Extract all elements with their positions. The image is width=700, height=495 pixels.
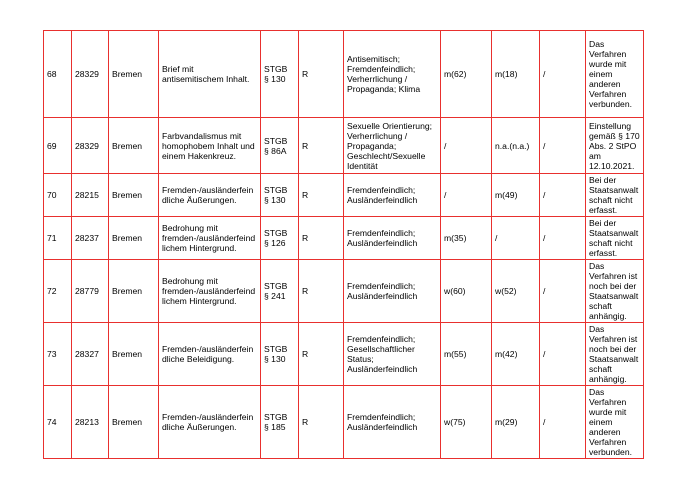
case-number-cell: 74 [44, 386, 72, 459]
outcome-line: Verfahren ist [589, 334, 638, 344]
outcome-line: Staatsanwalt [589, 291, 639, 301]
suspect-cell: m(29) [492, 386, 540, 459]
outcome-line: Einstellung [589, 120, 632, 131]
outcome-line: anhängig. [589, 374, 627, 384]
category-cell: R [299, 118, 344, 174]
postal-code-cell: 28329 [72, 31, 109, 118]
suspect-cell: m(42) [492, 323, 540, 386]
paragraph-cell [261, 118, 299, 174]
outcome-line: schaft nicht [589, 238, 633, 248]
incident-cell: Farbvandalismus mit homophobem Inhalt und einem Hakenkreuz. [159, 118, 261, 174]
outcome-line: erfasst. [589, 205, 618, 215]
case-number-cell: 69 [44, 118, 72, 174]
table-row [44, 260, 644, 323]
incident-cell: Bedrohung mit fremden-/ausländerfeindlichem Hintergrund. [159, 217, 261, 260]
outcome-line: schaft [589, 364, 612, 374]
outcome-line: Bei der [589, 175, 617, 185]
outcome-cell [586, 217, 644, 260]
outcome-line: Das [589, 387, 605, 397]
motive-line: Geschlecht/Sexuelle [347, 150, 426, 161]
law-code: STGB [264, 185, 288, 195]
outcome-cell [586, 260, 644, 323]
motive-line: Status; [347, 354, 374, 364]
verdict-cell: / [540, 386, 586, 459]
motive-line: Ausländerfeindlich [347, 291, 418, 301]
outcome-line: verbunden. [589, 99, 633, 109]
outcome-line: Verfahren [589, 49, 627, 59]
motive-line: Ausländerfeindlich [347, 238, 418, 248]
law-code: STGB [264, 281, 288, 291]
city-cell: Bremen [109, 217, 159, 260]
verdict-cell: / [540, 260, 586, 323]
paragraph-cell [261, 323, 299, 386]
case-number-cell: 73 [44, 323, 72, 386]
victim-cell: w(60) [441, 260, 492, 323]
case-table [43, 30, 644, 459]
incident-cell: Fremden-/ausländerfeindliche Äußerungen. [159, 386, 261, 459]
incident-cell: Brief mit antisemitischem Inhalt. [159, 31, 261, 118]
category-cell: R [299, 217, 344, 260]
law-section: § 126 [264, 238, 286, 248]
motive-line: Ausländerfeindlich [347, 195, 418, 205]
outcome-line: Das [589, 261, 605, 271]
postal-code-cell: 28329 [72, 118, 109, 174]
verdict-cell: / [540, 31, 586, 118]
victim-cell: m(35) [441, 217, 492, 260]
outcome-line: Das [589, 39, 605, 49]
city-cell: Bremen [109, 386, 159, 459]
category-cell: R [299, 260, 344, 323]
outcome-line: 12.10.2021. [589, 160, 635, 171]
law-code: STGB [264, 64, 288, 74]
outcome-line: noch bei der [589, 281, 637, 291]
motive-cell [344, 260, 441, 323]
outcome-line: einem [589, 417, 613, 427]
postal-code-cell: 28779 [72, 260, 109, 323]
verdict-cell: / [540, 174, 586, 217]
paragraph-cell [261, 174, 299, 217]
law-code: STGB [264, 412, 288, 422]
case-number-cell: 71 [44, 217, 72, 260]
city-cell: Bremen [109, 31, 159, 118]
motive-line: Fremdenfeindlich; [347, 281, 416, 291]
suspect-cell: m(18) [492, 31, 540, 118]
victim-cell: m(55) [441, 323, 492, 386]
motive-line: Sexuelle Orientierung; [347, 120, 433, 131]
law-section: § 130 [264, 195, 286, 205]
outcome-line: Verfahren ist [589, 271, 638, 281]
outcome-cell [586, 323, 644, 386]
motive-cell [344, 217, 441, 260]
law-section: § 185 [264, 422, 286, 432]
outcome-line: einem [589, 69, 613, 79]
outcome-line: schaft [589, 301, 612, 311]
category-cell: R [299, 174, 344, 217]
outcome-line: am [589, 150, 601, 161]
case-number-cell: 70 [44, 174, 72, 217]
outcome-line: anderen [589, 79, 621, 89]
outcome-cell [586, 386, 644, 459]
motive-line: Ausländerfeindlich [347, 364, 418, 374]
paragraph-cell [261, 386, 299, 459]
category-cell: R [299, 386, 344, 459]
motive-line: Propaganda; [347, 140, 397, 151]
postal-code-cell: 28327 [72, 323, 109, 386]
outcome-line: schaft nicht [589, 195, 633, 205]
outcome-line: Verfahren [589, 397, 627, 407]
motive-line: Verherrlichung / [347, 74, 408, 84]
suspect-cell: / [492, 217, 540, 260]
verdict-cell: / [540, 323, 586, 386]
motive-line: Fremdenfeindlich; [347, 334, 416, 344]
outcome-line: verbunden. [589, 447, 633, 457]
verdict-cell: / [540, 118, 586, 174]
verdict-cell: / [540, 217, 586, 260]
motive-cell [344, 118, 441, 174]
case-number-cell: 72 [44, 260, 72, 323]
city-cell: Bremen [109, 118, 159, 174]
table-row [44, 118, 644, 174]
table-row [44, 174, 644, 217]
paragraph-cell [261, 31, 299, 118]
outcome-line: anhängig. [589, 311, 627, 321]
outcome-line: Abs. 2 StPO [589, 140, 637, 151]
outcome-cell [586, 118, 644, 174]
law-code: STGB [264, 135, 288, 146]
law-section: § 130 [264, 354, 286, 364]
postal-code-cell: 28237 [72, 217, 109, 260]
category-cell: R [299, 31, 344, 118]
outcome-line: Verfahren [589, 89, 627, 99]
victim-cell: m(62) [441, 31, 492, 118]
outcome-line: Bei der [589, 218, 617, 228]
city-cell: Bremen [109, 260, 159, 323]
table-row [44, 386, 644, 459]
victim-cell: / [441, 118, 492, 174]
case-number-cell: 68 [44, 31, 72, 118]
outcome-line: Staatsanwalt [589, 354, 639, 364]
city-cell: Bremen [109, 323, 159, 386]
outcome-line: Staatsanwalt [589, 228, 639, 238]
table-row [44, 323, 644, 386]
motive-cell [344, 323, 441, 386]
outcome-line: gemäß § 170 [589, 130, 640, 141]
motive-line: Fremdenfeindlich; [347, 228, 416, 238]
law-code: STGB [264, 228, 288, 238]
incident-cell: Bedrohung mit fremden-/ausländerfeindlichem Hintergrund. [159, 260, 261, 323]
suspect-cell: m(49) [492, 174, 540, 217]
motive-line: Ausländerfeindlich [347, 422, 418, 432]
table-row [44, 31, 644, 118]
motive-line: Gesellschaftlicher [347, 344, 415, 354]
motive-line: Antisemitisch; [347, 54, 401, 64]
table-row [44, 217, 644, 260]
suspect-cell: w(52) [492, 260, 540, 323]
motive-line: Propaganda; Klima [347, 84, 421, 94]
outcome-line: noch bei der [589, 344, 637, 354]
outcome-line: erfasst. [589, 248, 618, 258]
motive-line: Fremdenfeindlich; [347, 412, 416, 422]
motive-line: Fremdenfeindlich; [347, 185, 416, 195]
city-cell: Bremen [109, 174, 159, 217]
outcome-line: Verfahren [589, 437, 627, 447]
suspect-cell: n.a.(n.a.) [492, 118, 540, 174]
motive-cell [344, 174, 441, 217]
outcome-line: wurde mit [589, 407, 627, 417]
postal-code-cell: 28213 [72, 386, 109, 459]
victim-cell: w(75) [441, 386, 492, 459]
category-cell: R [299, 323, 344, 386]
postal-code-cell: 28215 [72, 174, 109, 217]
outcome-line: wurde mit [589, 59, 627, 69]
law-code: STGB [264, 344, 288, 354]
incident-cell: Fremden-/ausländerfeindliche Äußerungen. [159, 174, 261, 217]
motive-line: Identität [347, 160, 378, 171]
outcome-cell [586, 174, 644, 217]
law-section: § 241 [264, 291, 286, 301]
law-section: § 130 [264, 74, 286, 84]
outcome-line: anderen [589, 427, 621, 437]
outcome-line: Staatsanwalt [589, 185, 639, 195]
motive-cell [344, 31, 441, 118]
motive-line: Verherrlichung / [347, 130, 408, 141]
motive-line: Fremdenfeindlich; [347, 64, 416, 74]
law-section: § 86A [264, 145, 287, 156]
outcome-cell [586, 31, 644, 118]
outcome-line: Das [589, 324, 605, 334]
table-body [44, 31, 644, 459]
paragraph-cell [261, 260, 299, 323]
incident-cell: Fremden-/ausländerfeindliche Beleidigung. [159, 323, 261, 386]
paragraph-cell [261, 217, 299, 260]
motive-cell [344, 386, 441, 459]
victim-cell: / [441, 174, 492, 217]
